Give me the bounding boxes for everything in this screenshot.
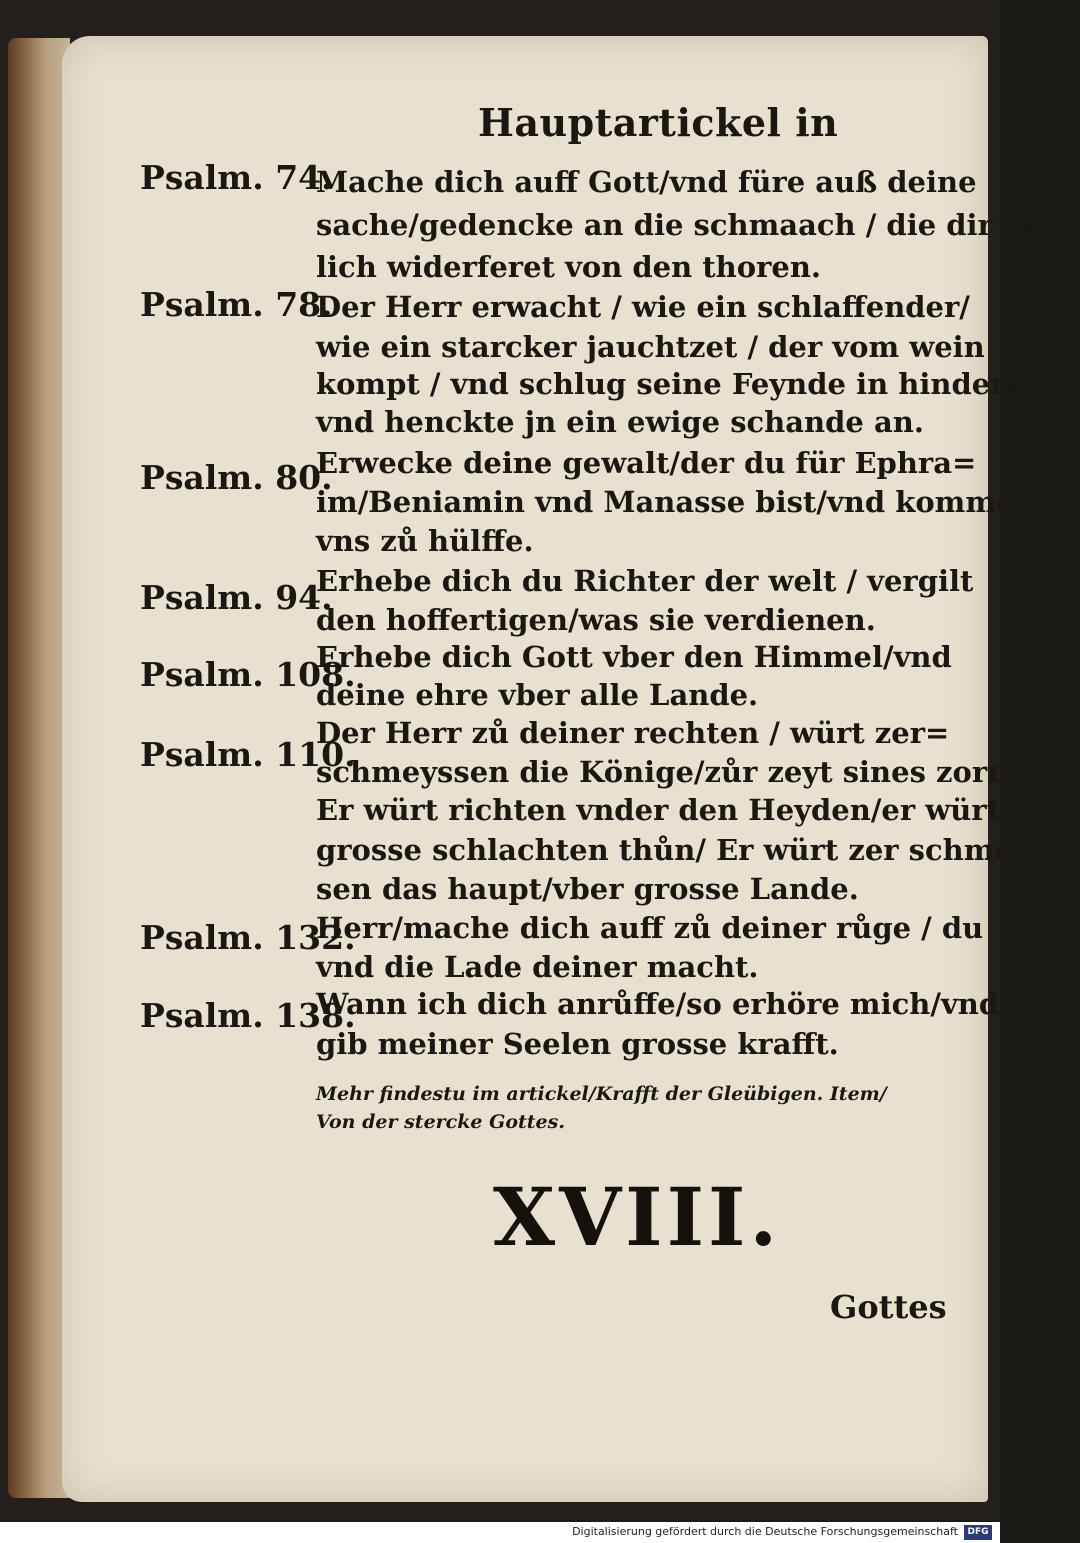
psalm-reference: Psalm. 94. [140, 578, 333, 617]
text-line: Erwecke deine gewalt/der du für Ephra= [316, 446, 977, 480]
book-edge [8, 38, 70, 1498]
text-line: kompt / vnd schlug seine Feynde in hindern/ [316, 367, 1038, 401]
text-line: Herr/mache dich auff zů deiner růge / du [316, 911, 984, 945]
text-line: schmeyssen die Könige/zůr zeyt sines zorns/ [316, 755, 1036, 789]
text-line: den hoffertigen/was sie verdienen. [316, 603, 876, 637]
text-line: lich widerferet von den thoren. [316, 250, 822, 284]
catchword: Gottes [830, 1288, 947, 1326]
psalm-reference: Psalm. 138. [140, 996, 356, 1035]
psalm-reference: Psalm. 78. [140, 285, 333, 324]
text-line: Der Herr zů deiner rechten / würt zer= [316, 716, 950, 750]
running-header: Hauptartickel in [478, 100, 839, 145]
text-line: sache/gedencke an die schmaach / die dir täg= [316, 208, 1080, 242]
text-line: Erhebe dich Gott vber den Himmel/vnd [316, 640, 952, 674]
text-line: gib meiner Seelen grosse krafft. [316, 1027, 839, 1061]
text-line: Wann ich dich anrůffe/so erhöre mich/vnd [316, 987, 1000, 1021]
chapter-numeral: XVIII. [493, 1170, 782, 1264]
text-line: deine ehre vber alle Lande. [316, 678, 759, 712]
text-line: vns zů hülffe. [316, 524, 534, 558]
psalm-reference: Psalm. 110. [140, 735, 356, 774]
text-line: im/Beniamin vnd Manasse bist/vnd komme [316, 485, 1015, 519]
dfg-logo: DFG [964, 1525, 992, 1540]
text-line: Der Herr erwacht / wie ein schlaffender/ [316, 290, 970, 324]
cross-reference-note: Von der stercke Gottes. [316, 1111, 565, 1133]
text-line: vnd die Lade deiner macht. [316, 950, 759, 984]
text-line: vnd henckte jn ein ewige schande an. [316, 405, 924, 439]
psalm-reference: Psalm. 74. [140, 158, 333, 197]
text-line: wie ein starcker jauchtzet / der vom wein [316, 330, 985, 364]
text-line: Erhebe dich du Richter der welt / vergilt [316, 564, 974, 598]
cross-reference-note: Mehr findestu im artickel/Krafft der Gleübigen. Item/ [316, 1083, 887, 1105]
psalm-reference: Psalm. 132. [140, 918, 356, 957]
text-line: Er würt richten vnder den Heyden/er würt [316, 793, 1000, 827]
psalm-reference: Psalm. 80. [140, 458, 333, 497]
psalm-reference: Psalm. 108. [140, 655, 356, 694]
text-line: grosse schlachten thůn/ Er würt zer schmeys= [316, 833, 1071, 867]
text-line: Mache dich auff Gott/vnd füre auß deine [316, 165, 977, 199]
funding-credit: Digitalisierung gefördert durch die Deutsche Forschungsgemeinschaft [572, 1525, 958, 1538]
text-line: sen das haupt/vber grosse Lande. [316, 872, 859, 906]
